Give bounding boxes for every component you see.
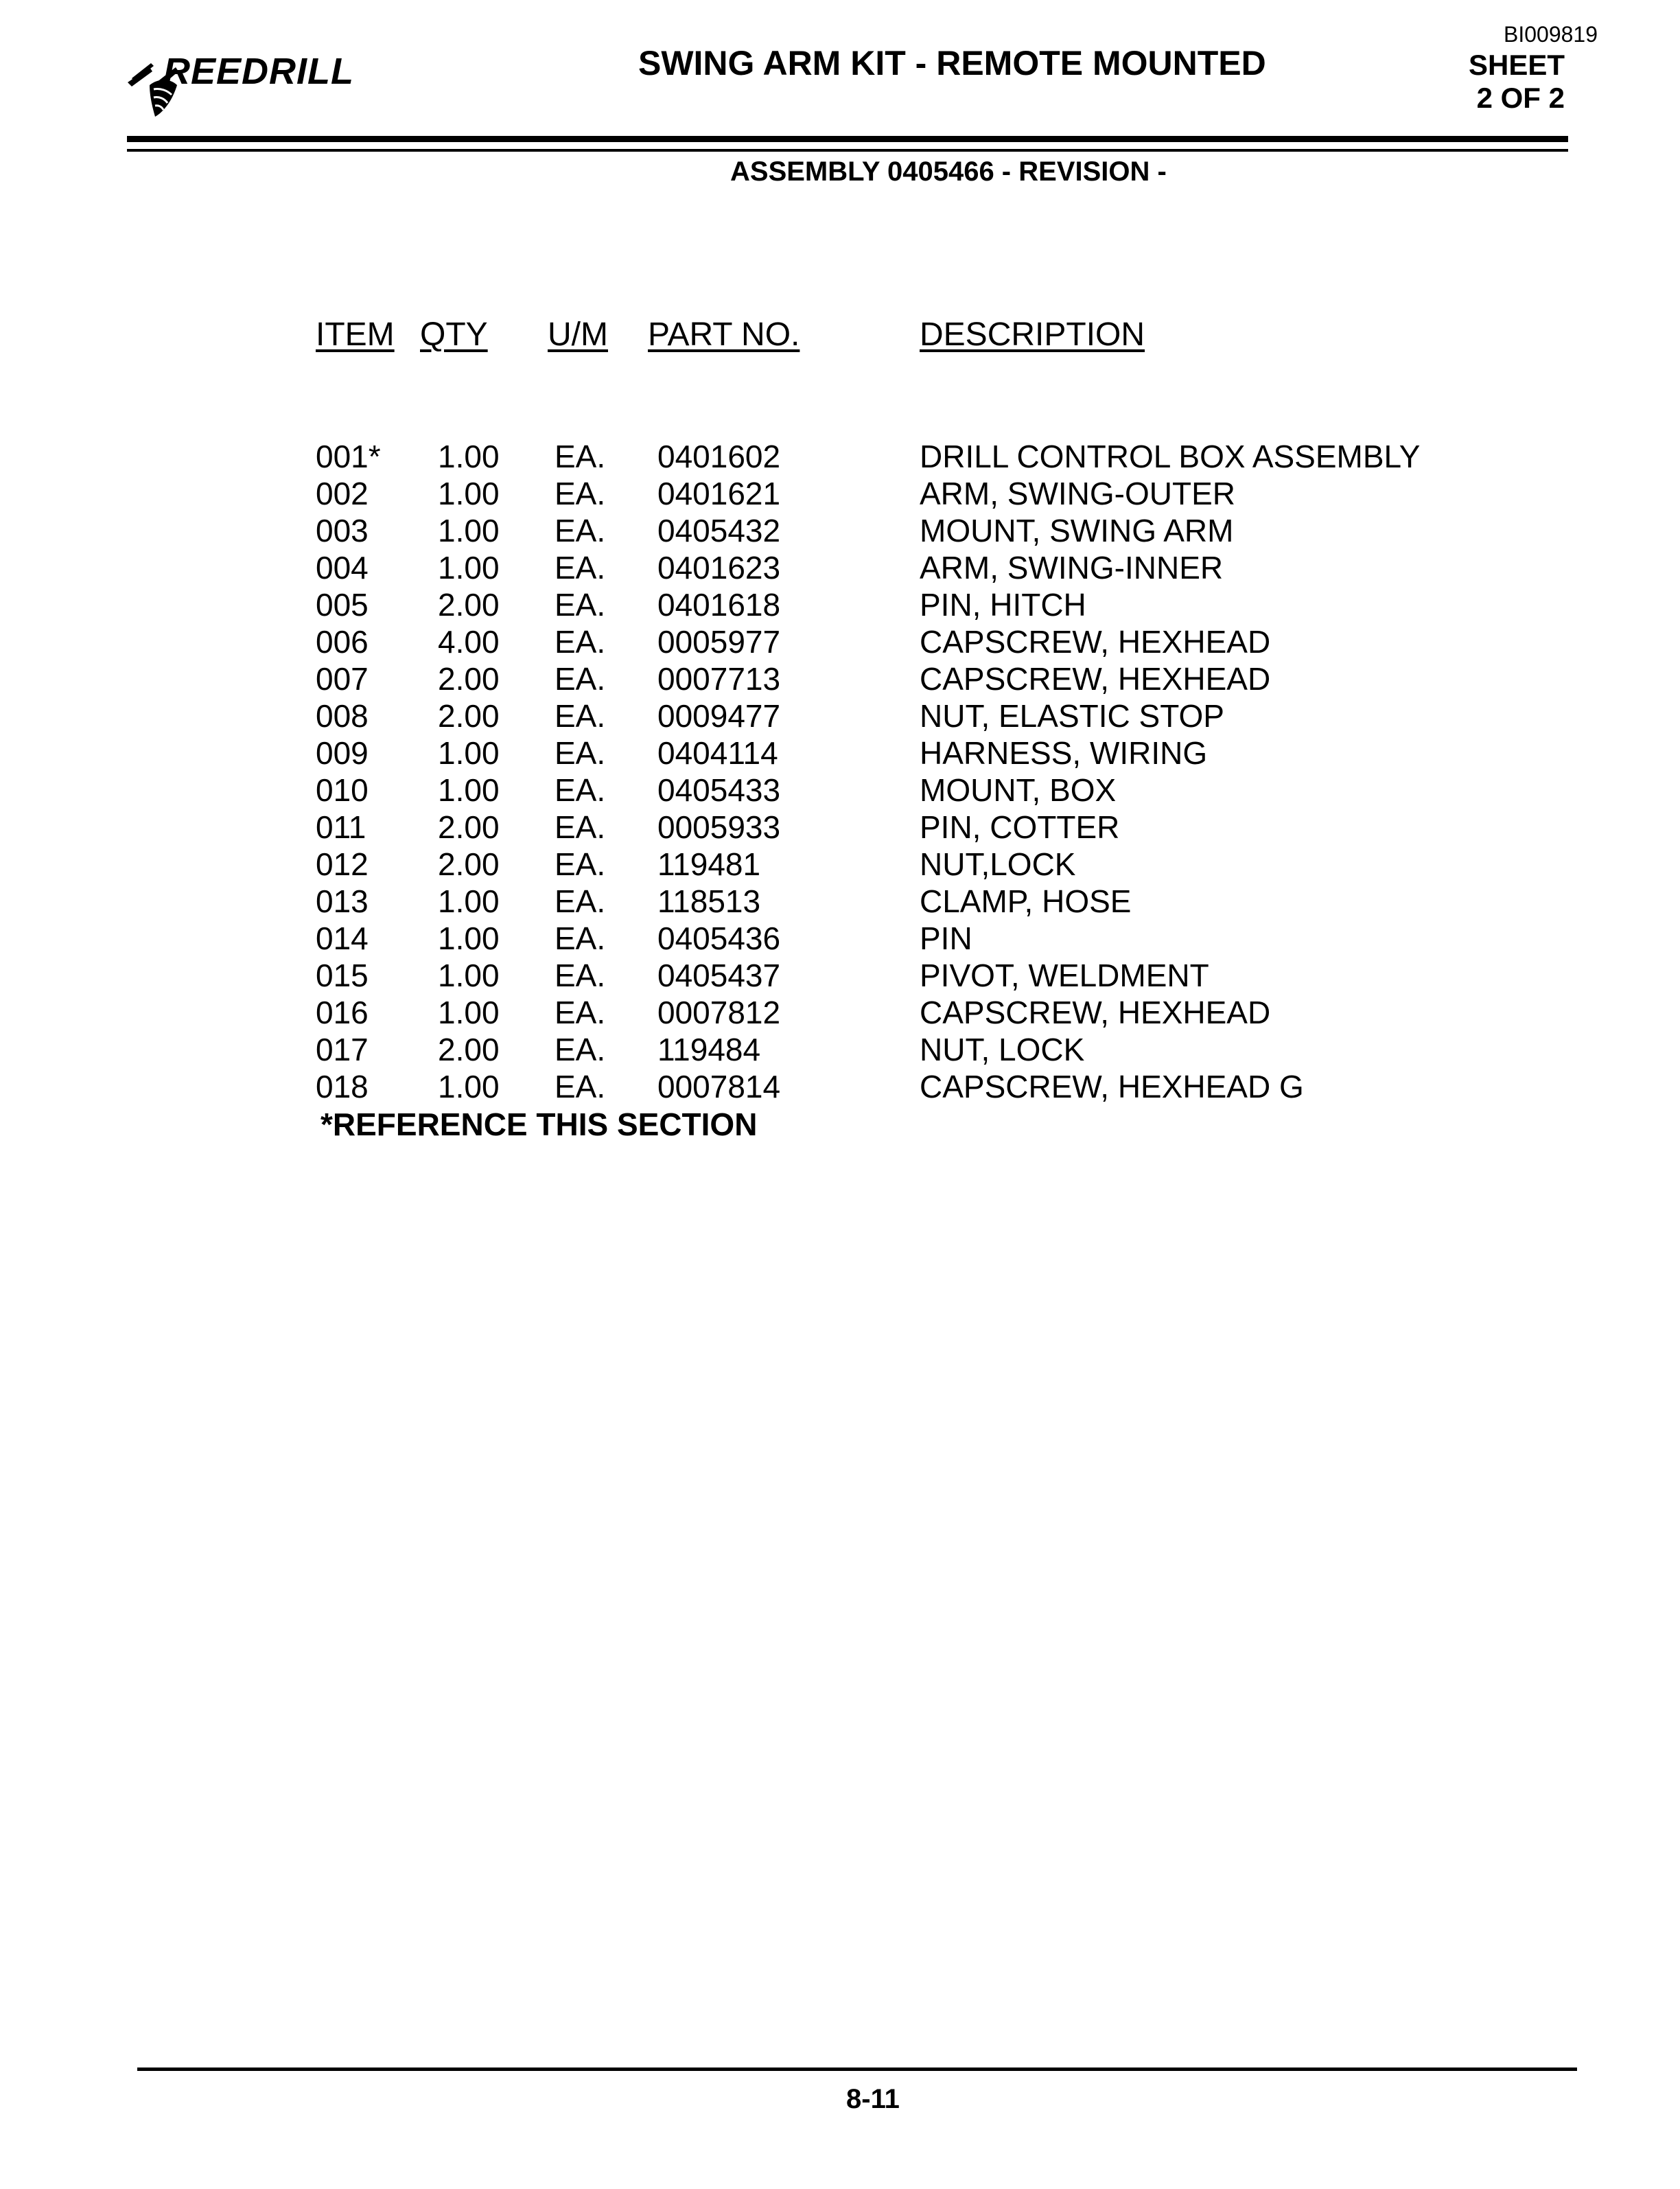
column-header-qty: QTY [420, 316, 488, 353]
cell-part-no: 0007713 [657, 661, 781, 697]
cell-um: EA. [555, 698, 606, 734]
cell-part-no: 0005977 [657, 624, 781, 660]
sheet-count: 2 OF 2 [1476, 82, 1565, 114]
header-divider-thin [127, 149, 1568, 152]
footer-divider [137, 2068, 1577, 2071]
cell-qty: 1.00 [438, 550, 500, 586]
cell-qty: 1.00 [438, 476, 500, 511]
cell-qty: 2.00 [438, 809, 500, 845]
cell-description: NUT, LOCK [920, 1032, 1085, 1067]
cell-item: 015 [316, 958, 369, 993]
cell-item: 012 [316, 846, 369, 882]
cell-description: CAPSCREW, HEXHEAD [920, 995, 1271, 1030]
cell-description: HARNESS, WIRING [920, 735, 1208, 771]
table-row [316, 549, 1482, 586]
logo-text: REEDRILL [163, 51, 354, 92]
cell-description: PIN, HITCH [920, 587, 1086, 623]
cell-description: NUT,LOCK [920, 846, 1076, 882]
page-number: 8-11 [846, 2084, 900, 2114]
cell-description: CAPSCREW, HEXHEAD [920, 661, 1271, 697]
table-header [316, 314, 1482, 362]
column-header-um: U/M [548, 316, 608, 353]
cell-qty: 1.00 [438, 995, 500, 1030]
cell-description: PIVOT, WELDMENT [920, 958, 1209, 993]
cell-item: 004 [316, 550, 369, 586]
column-header-part-no: PART NO. [648, 316, 800, 353]
cell-description: CAPSCREW, HEXHEAD G [920, 1069, 1304, 1104]
column-header-item: ITEM [316, 316, 395, 353]
cell-qty: 2.00 [438, 698, 500, 734]
cell-um: EA. [555, 1032, 606, 1067]
cell-description: DRILL CONTROL BOX ASSEMBLY [920, 439, 1421, 474]
cell-part-no: 0405436 [657, 920, 781, 956]
cell-description: MOUNT, SWING ARM [920, 513, 1234, 548]
table-row [316, 883, 1482, 920]
cell-um: EA. [555, 809, 606, 845]
cell-description: CAPSCREW, HEXHEAD [920, 624, 1271, 660]
cell-item: 001* [316, 439, 381, 474]
cell-item: 009 [316, 735, 369, 771]
parts-table [316, 314, 1482, 1105]
cell-description: CLAMP, HOSE [920, 883, 1132, 919]
cell-um: EA. [555, 587, 606, 623]
cell-part-no: 118513 [657, 883, 761, 919]
cell-item: 005 [316, 587, 369, 623]
cell-item: 008 [316, 698, 369, 734]
sheet-label: SHEET [1468, 49, 1565, 81]
table-row [316, 512, 1482, 549]
cell-item: 003 [316, 513, 369, 548]
cell-item: 011 [316, 809, 366, 845]
cell-part-no: 0405433 [657, 772, 781, 808]
cell-um: EA. [555, 772, 606, 808]
cell-item: 016 [316, 995, 369, 1030]
cell-description: ARM, SWING-INNER [920, 550, 1224, 586]
cell-um: EA. [555, 735, 606, 771]
table-row [316, 660, 1482, 697]
cell-item: 014 [316, 920, 369, 956]
document-title: SWING ARM KIT - REMOTE MOUNTED [638, 44, 1266, 82]
cell-part-no: 0007814 [657, 1069, 781, 1104]
table-row [316, 920, 1482, 957]
cell-qty: 2.00 [438, 1032, 500, 1067]
cell-description: MOUNT, BOX [920, 772, 1117, 808]
cell-um: EA. [555, 958, 606, 993]
table-row [316, 734, 1482, 772]
table-row [316, 1031, 1482, 1068]
table-body [316, 438, 1482, 1105]
cell-part-no: 0401618 [657, 587, 781, 623]
cell-part-no: 0009477 [657, 698, 781, 734]
cell-um: EA. [555, 1069, 606, 1104]
table-row [316, 846, 1482, 883]
cell-part-no: 0401602 [657, 439, 781, 474]
cell-description: NUT, ELASTIC STOP [920, 698, 1224, 734]
cell-um: EA. [555, 476, 606, 511]
cell-um: EA. [555, 513, 606, 548]
cell-part-no: 119481 [657, 846, 761, 882]
cell-part-no: 0404114 [657, 735, 778, 771]
cell-um: EA. [555, 661, 606, 697]
cell-item: 007 [316, 661, 369, 697]
cell-qty: 2.00 [438, 661, 500, 697]
cell-item: 002 [316, 476, 369, 511]
cell-item: 018 [316, 1069, 369, 1104]
cell-description: ARM, SWING-OUTER [920, 476, 1235, 511]
cell-item: 010 [316, 772, 369, 808]
cell-qty: 1.00 [438, 439, 500, 474]
column-header-description: DESCRIPTION [920, 316, 1145, 353]
table-row [316, 586, 1482, 623]
cell-part-no: 0007812 [657, 995, 781, 1030]
table-row [316, 1068, 1482, 1105]
cell-qty: 1.00 [438, 958, 500, 993]
cell-qty: 2.00 [438, 587, 500, 623]
cell-um: EA. [555, 550, 606, 586]
cell-qty: 4.00 [438, 624, 500, 660]
cell-qty: 2.00 [438, 846, 500, 882]
assembly-number: ASSEMBLY 0405466 - REVISION - [730, 157, 1167, 187]
document-id: BI009819 [1503, 22, 1598, 47]
cell-item: 017 [316, 1032, 369, 1067]
table-row [316, 957, 1482, 994]
table-row [316, 772, 1482, 809]
cell-qty: 1.00 [438, 735, 500, 771]
table-row [316, 697, 1482, 734]
cell-um: EA. [555, 439, 606, 474]
cell-part-no: 0401621 [657, 476, 781, 511]
cell-part-no: 0405437 [657, 958, 781, 993]
table-row [316, 994, 1482, 1031]
table-row [316, 809, 1482, 846]
cell-qty: 1.00 [438, 1069, 500, 1104]
cell-um: EA. [555, 883, 606, 919]
cell-part-no: 0405432 [657, 513, 781, 548]
cell-qty: 1.00 [438, 513, 500, 548]
cell-um: EA. [555, 624, 606, 660]
header-divider-thick [127, 136, 1568, 142]
table-row [316, 475, 1482, 512]
cell-qty: 1.00 [438, 772, 500, 808]
cell-description: PIN [920, 920, 972, 956]
cell-qty: 1.00 [438, 920, 500, 956]
table-row [316, 623, 1482, 660]
cell-description: PIN, COTTER [920, 809, 1120, 845]
cell-item: 006 [316, 624, 369, 660]
footnote: *REFERENCE THIS SECTION [320, 1107, 758, 1142]
cell-part-no: 0401623 [657, 550, 781, 586]
cell-part-no: 119484 [657, 1032, 761, 1067]
cell-um: EA. [555, 920, 606, 956]
cell-um: EA. [555, 846, 606, 882]
table-row [316, 438, 1482, 475]
cell-qty: 1.00 [438, 883, 500, 919]
cell-part-no: 0005933 [657, 809, 781, 845]
cell-um: EA. [555, 995, 606, 1030]
cell-item: 013 [316, 883, 369, 919]
company-logo [122, 40, 369, 122]
